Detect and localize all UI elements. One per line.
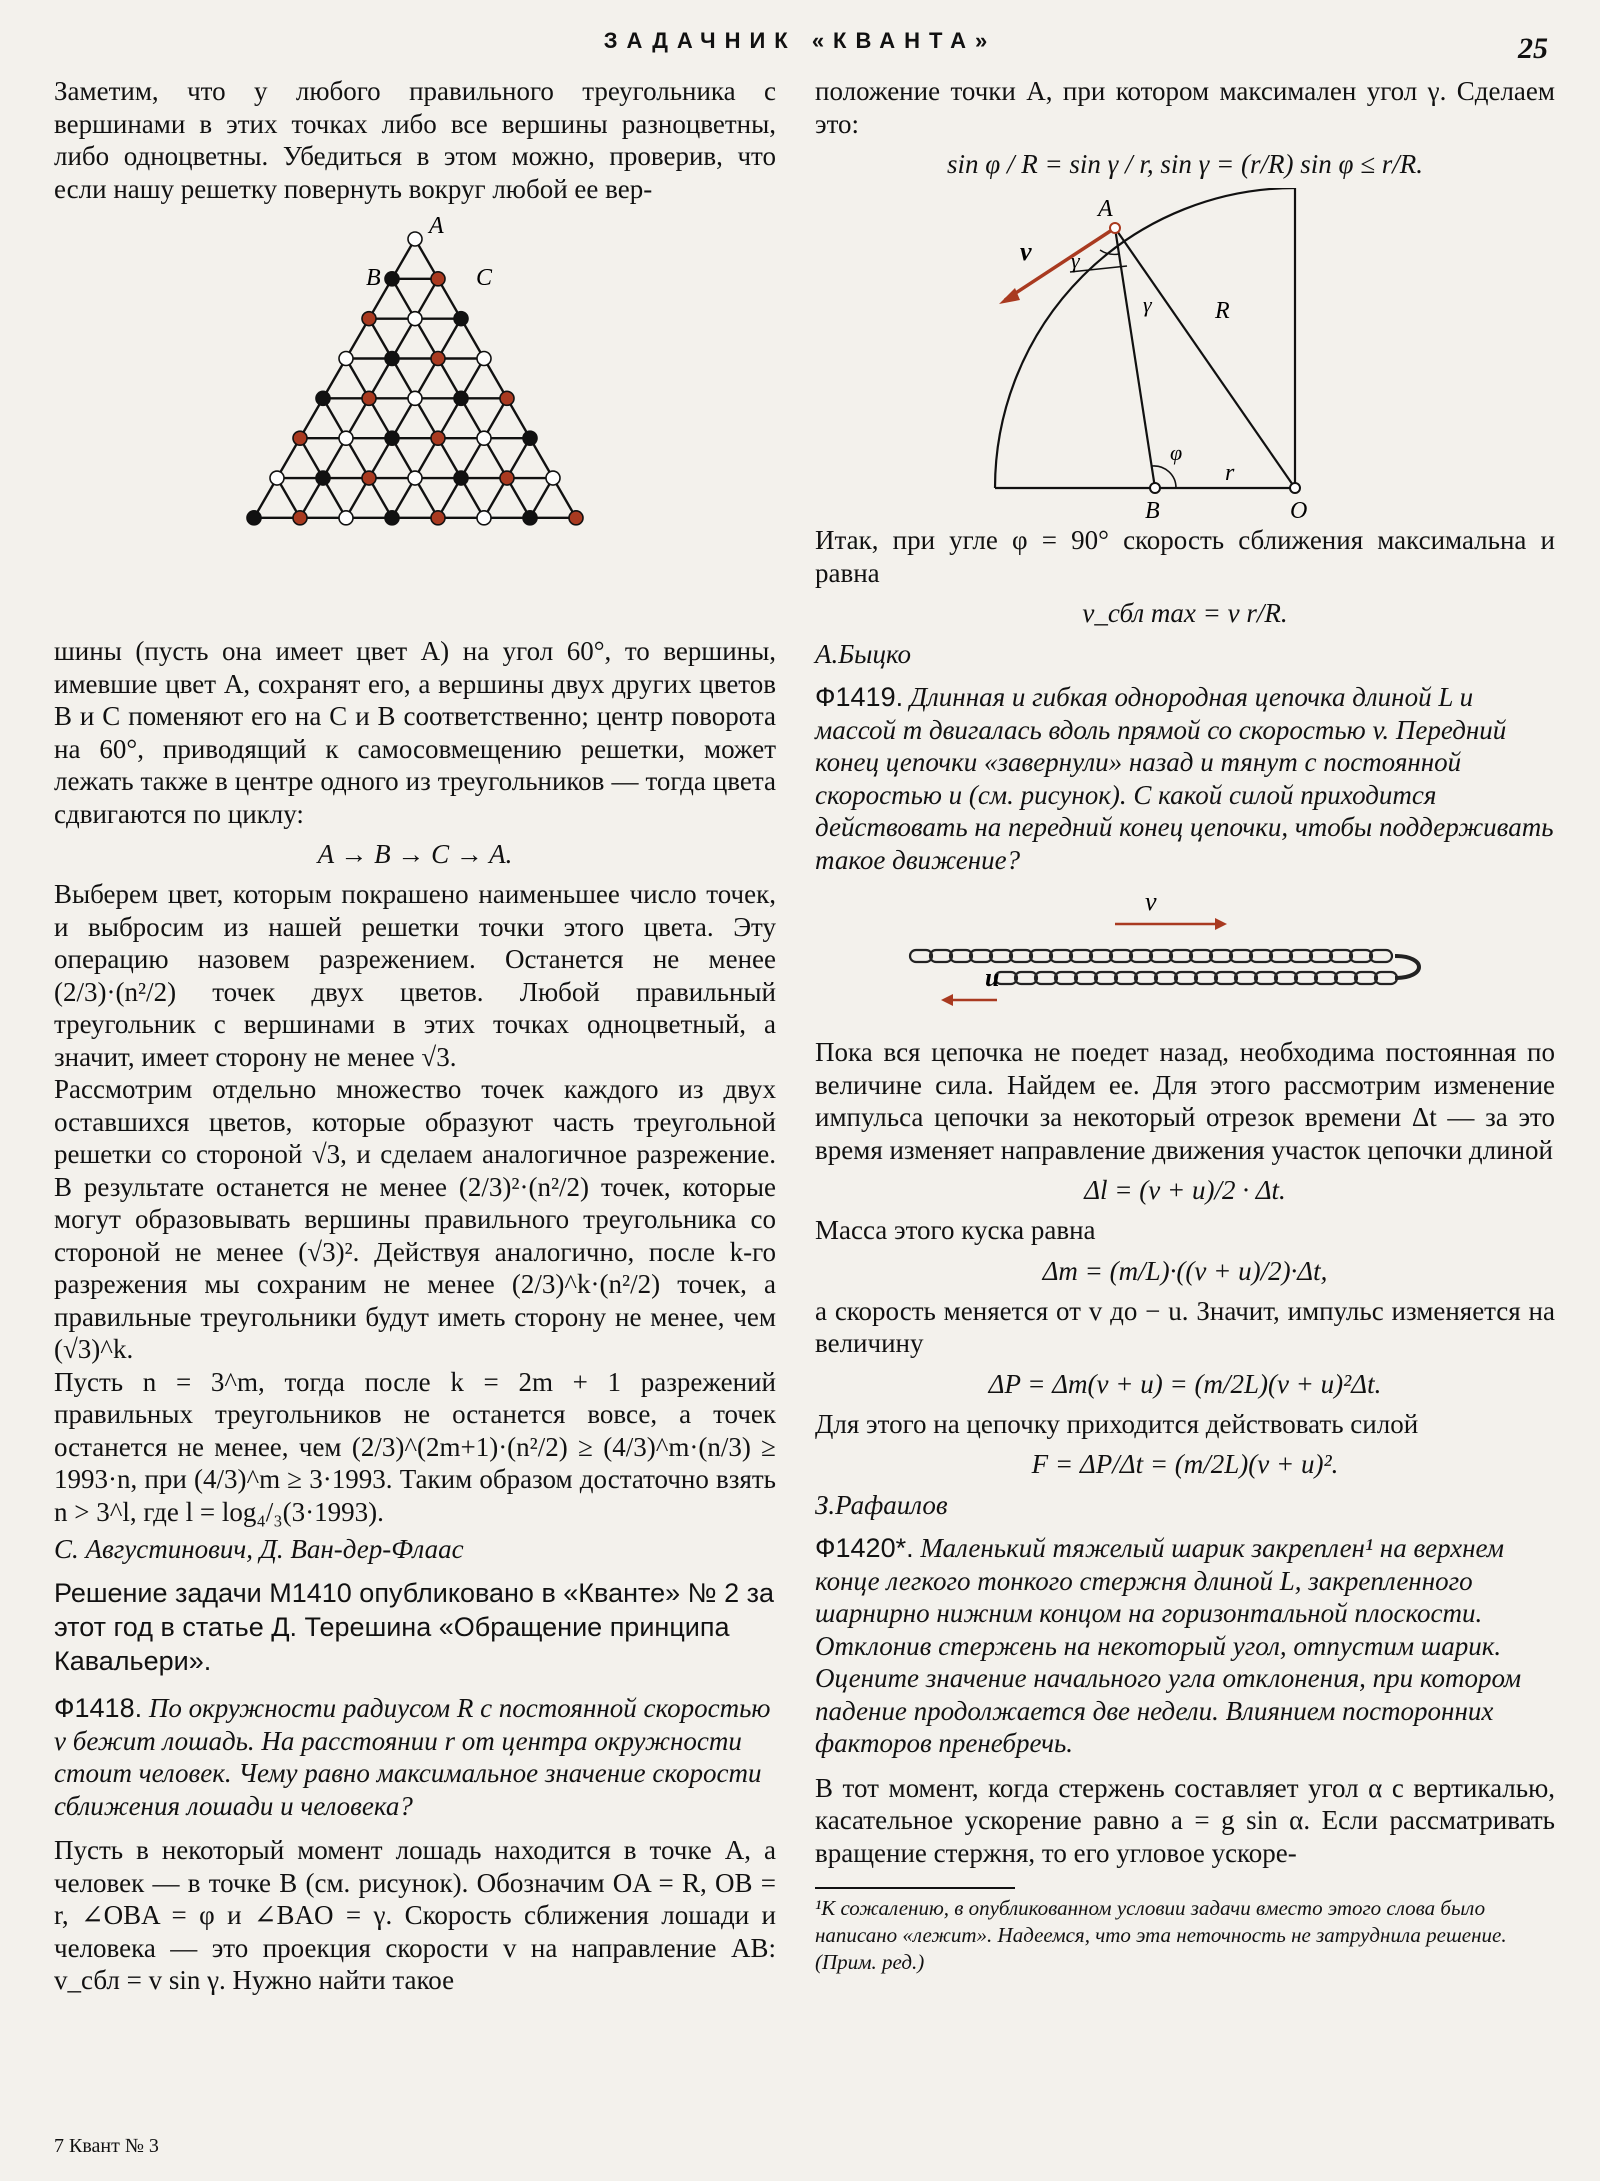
chain-link xyxy=(1255,972,1277,984)
footnote-rule xyxy=(815,1887,1015,1889)
lattice-node xyxy=(293,511,307,525)
lattice-node xyxy=(454,391,468,405)
equation-force: F = ΔP/Δt = (m/2L)(v + u)². xyxy=(1031,1449,1339,1479)
lattice-node xyxy=(339,511,353,525)
chain-bend xyxy=(1395,956,1419,978)
label-phi: φ xyxy=(1170,440,1183,465)
thinning-paragraph: Выберем цвет, которым покрашено наименьшее число точек, и выбросим из нашей решетки точки этого цвета. Эту операцию назовем разрежением. Останется не менее (2/3)·(n²/2) точек двух цветов. Любой правильный треугольник с вершинами в этих точках одноцветный, а значит, имеет сторону не менее √3. xyxy=(54,879,776,1072)
lattice-node xyxy=(431,352,445,366)
lattice-node xyxy=(362,312,376,326)
equation-delta-l: Δl = (v + u)/2 · Δt. xyxy=(1084,1175,1286,1205)
lattice-node xyxy=(431,431,445,445)
lattice-node xyxy=(362,471,376,485)
lattice-node xyxy=(477,352,491,366)
footnote: ¹К сожалению, в опубликованном условии задачи вместо этого слова было написано «лежит». Надеемся, что эта неточность не затруднила решение. (Прим. ред.) xyxy=(815,1896,1507,1974)
lattice-node xyxy=(431,511,445,525)
chain-link xyxy=(1335,972,1357,984)
result-paragraph: Итак, при угле φ = 90° скорость сближения максимальна и равна xyxy=(815,525,1555,588)
lattice-node xyxy=(546,471,560,485)
chain-link xyxy=(1215,972,1237,984)
lattice-node xyxy=(339,352,353,366)
chain-link xyxy=(930,950,952,962)
f1420-solution-paragraph: В тот момент, когда стержень составляет угол α с вертикалью, касательное ускорение равно a = g sin α. Если рассматривать вращение стержня, то его угловое ускоре- xyxy=(815,1772,1555,1868)
label-gamma-1: γ xyxy=(1071,248,1080,273)
label-a: A xyxy=(1098,196,1113,222)
problem-f1418 xyxy=(54,1692,776,1822)
lattice-node xyxy=(477,431,491,445)
lattice-node xyxy=(477,511,491,525)
label-big-r: R xyxy=(1215,298,1230,324)
lattice-node xyxy=(569,511,583,525)
mass-paragraph: Масса этого куска равна xyxy=(815,1215,1096,1245)
problem-code: Ф1418. xyxy=(54,1693,143,1723)
label-gamma-2: γ xyxy=(1143,292,1152,317)
chain-link xyxy=(1250,950,1272,962)
chain-link xyxy=(950,950,972,962)
chain-link xyxy=(1295,972,1317,984)
chain-link xyxy=(1275,972,1297,984)
lattice-node xyxy=(408,471,422,485)
chain-link xyxy=(1230,950,1252,962)
label-o: O xyxy=(1290,498,1308,518)
chain-link xyxy=(1270,950,1292,962)
conclusion-paragraph: Пусть n = 3^m, тогда после k = 2m + 1 разрежений правильных треугольников не останется вовсе, а точек останется не менее, чем (2/3)^(2m+1)·(n²/2) ≥ (4/3)^m·(n/3) ≥ 1993·n, при (4/3)^m ≥ 3·1993. Таким образом достаточно взять n > 3^l, где l = log₄/₃(3·1993). xyxy=(54,1366,776,1527)
chain-link xyxy=(1050,950,1072,962)
chain-link xyxy=(1075,972,1097,984)
chain-link xyxy=(1055,972,1077,984)
chain-link xyxy=(1070,950,1092,962)
horse-geometry-diagram xyxy=(815,188,1555,518)
lattice-node xyxy=(431,272,445,286)
lattice-node xyxy=(454,471,468,485)
left-column xyxy=(54,75,776,1997)
lattice-node xyxy=(500,471,514,485)
label-small-r: r xyxy=(1225,460,1235,486)
lattice-node xyxy=(408,312,422,326)
segment-oa xyxy=(1115,228,1295,488)
problem-f1419 xyxy=(815,681,1555,876)
problem-statement: По окружности радиусом R с постоянной скоростью v бежит лошадь. На расстоянии r от центра окружности стоит человек. Чему равно максимальное значение скорости сближения лошади и человека? xyxy=(54,1693,771,1821)
running-title: ЗАДАЧНИК «КВАНТА» xyxy=(603,28,997,53)
lattice-node xyxy=(523,511,537,525)
chain-link xyxy=(1030,950,1052,962)
lattice-node xyxy=(523,431,537,445)
lattice-node xyxy=(362,391,376,405)
label-v: v xyxy=(1020,237,1032,266)
chain-link xyxy=(1210,950,1232,962)
problem-code: Ф1419. xyxy=(815,682,904,712)
vertex-a-label: A xyxy=(429,213,444,239)
chain-link xyxy=(1190,950,1212,962)
lattice-node xyxy=(316,391,330,405)
vertex-c-label: C xyxy=(476,265,493,291)
vertex-b-label: B xyxy=(366,265,381,291)
point-a xyxy=(1110,223,1120,233)
lattice-node xyxy=(454,312,468,326)
chain-figure xyxy=(815,888,1555,1028)
lattice-node xyxy=(500,391,514,405)
u-arrowhead xyxy=(941,994,953,1006)
authors-m1409: С. Августинович, Д. Ван-дер-Флаас xyxy=(54,1534,464,1564)
problem-code: Ф1420*. xyxy=(815,1533,914,1563)
right-column xyxy=(815,75,1555,1976)
chain-link xyxy=(1130,950,1152,962)
chain-link xyxy=(1370,950,1392,962)
chain-link xyxy=(1355,972,1377,984)
lattice-node xyxy=(247,511,261,525)
author-f1418: А.Быцко xyxy=(815,639,912,669)
page-number: 25 xyxy=(1518,32,1548,65)
lattice-node xyxy=(293,431,307,445)
repeat-paragraph: Рассмотрим отдельно множество точек каждого из двух оставшихся цветов, которые образуют часть треугольной решетки со стороной √3, и сделаем аналогичное разрежение. В результате останется не менее (2/3)²·(n²/2) точек, которые могут образовывать вершины правильного треугольника со стороной не менее (√3)². Действуя аналогично, после k-го разрежения мы сохраним не менее (2/3)^k·(n²/2) точек, а правильные треугольники будут иметь сторону не менее, чем (√3)^k. xyxy=(54,1074,776,1364)
lattice-node xyxy=(385,272,399,286)
triangular-lattice-figure xyxy=(54,211,776,631)
page-footer: 7 Квант № 3 xyxy=(54,2135,159,2157)
label-v: v xyxy=(1145,888,1157,916)
chain-link xyxy=(1155,972,1177,984)
chain-link xyxy=(1170,950,1192,962)
equation-delta-m: Δm = (m/L)·((v + u)/2)·Δt, xyxy=(1042,1255,1328,1286)
chain-solution-paragraph: Пока вся цепочка не поедет назад, необходима постоянная по величине сила. Найдем ее. Для этого рассмотрим изменение импульса цепочки за некоторый отрезок времени Δt — за это время изменяет направление движения участок цепочки длиной xyxy=(815,1037,1555,1165)
lattice-node xyxy=(270,471,284,485)
formula-vmax: v_сбл max = v r/R. xyxy=(1082,598,1288,628)
v-arrowhead xyxy=(1215,918,1227,930)
chain-link xyxy=(1035,972,1057,984)
chain-link xyxy=(1095,972,1117,984)
lattice-node xyxy=(385,352,399,366)
chain-link xyxy=(1135,972,1157,984)
chain-link xyxy=(1010,950,1032,962)
chain-link xyxy=(1235,972,1257,984)
m1410-note: Решение задачи М1410 опубликовано в «Кванте» № 2 за этот год в статье Д. Терешина «Обращение принципа Кавальери». xyxy=(54,1578,774,1676)
lattice-node xyxy=(408,391,422,405)
color-cycle: A → B → C → A. xyxy=(317,839,513,869)
chain-link xyxy=(1290,950,1312,962)
chain-link xyxy=(1175,972,1197,984)
intro-paragraph: Заметим, что у любого правильного треугольника с вершинами в этих точках либо все вершины разноцветны, либо одноцветны. Убедиться в этом можно, проверив, что если нашу решетку повернуть вокруг любой ее вер- xyxy=(54,76,776,204)
chain-link xyxy=(910,950,932,962)
formula-sin-ratio: sin φ / R = sin γ / r, sin γ = (r/R) sin φ ≤ r/R. xyxy=(947,149,1423,179)
chain-link xyxy=(1350,950,1372,962)
chain-link xyxy=(1375,972,1397,984)
lattice-node xyxy=(385,511,399,525)
chain-link xyxy=(1315,972,1337,984)
chain-link xyxy=(970,950,992,962)
momentum-paragraph: а скорость меняется от v до − u. Значит, импульс изменяется на величину xyxy=(815,1295,1555,1358)
chain-link xyxy=(1150,950,1172,962)
label-b: B xyxy=(1145,498,1160,518)
chain-link xyxy=(1330,950,1352,962)
lattice-node xyxy=(339,431,353,445)
chain-link xyxy=(1090,950,1112,962)
chain-link xyxy=(1110,950,1132,962)
chain-link xyxy=(1115,972,1137,984)
label-u: u xyxy=(985,963,1000,992)
chain-link xyxy=(1015,972,1037,984)
circle-arc xyxy=(995,188,1295,488)
solution-continued: положение точки A, при котором максимален угол γ. Сделаем это: xyxy=(815,76,1555,139)
problem-statement: Длинная и гибкая однородная цепочка длиной L и массой m двигалась вдоль прямой со скоростью v. Передний конец цепочки «завернули» назад и тянут с постоянной скоростью u (см. рисунок). С какой силой приходится действовать на передний конец цепочки, чтобы поддерживать такое движение? xyxy=(815,682,1554,875)
chain-link xyxy=(1310,950,1332,962)
rotation-paragraph: шины (пусть она имеет цвет A) на угол 60°, то вершины, имевшие цвет A, сохранят его, а вершины двух других цветов B и C поменяют его на C и B соответственно; центр поворота на 60°, приводящий к самосовмещению решетки, может лежать также в центре одного из треугольников — тогда цвета сдвигаются по циклу: xyxy=(54,636,776,829)
lattice-node xyxy=(385,431,399,445)
chain-link xyxy=(990,950,1012,962)
lattice-node xyxy=(408,232,422,246)
chain-link xyxy=(1195,972,1217,984)
force-paragraph: Для этого на цепочку приходится действовать силой xyxy=(815,1408,1419,1439)
problem-f1420 xyxy=(815,1532,1555,1760)
lattice-node xyxy=(316,471,330,485)
point-o xyxy=(1290,483,1300,493)
solution-f1418-paragraph: Пусть в некоторый момент лошадь находится в точке A, а человек — в точке B (см. рисунок). Обозначим OA = R, OB = r, ∠OBA = φ и ∠BAO = γ. Скорость сближения лошади и человека — это проекция скорости v на направление AB: v_сбл = v sin γ. Нужно найти такое xyxy=(54,1835,776,1995)
point-b xyxy=(1150,483,1160,493)
equation-delta-p: ΔP = Δm(v + u) = (m/2L)(v + u)²Δt. xyxy=(988,1368,1382,1399)
problem-statement: Маленький тяжелый шарик закреплен¹ на верхнем конце легкого тонкого стержня длиной L, закрепленного шарнирно нижним концом на горизонтальной плоскости. Отклонив стержень на некоторый угол, отпустим шарик. Оцените значение начального угла отклонения, при котором падение продолжается две недели. Влиянием посторонних факторов пренебречь. xyxy=(815,1533,1522,1758)
author-f1419: З.Рафаилов xyxy=(815,1490,948,1520)
